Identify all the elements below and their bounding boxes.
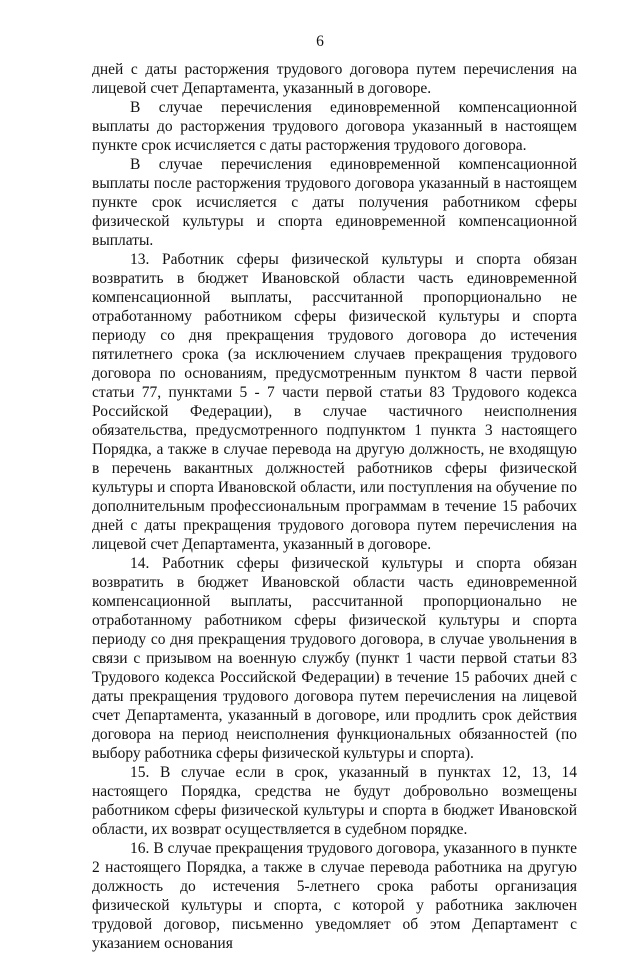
paragraph-14: 14. Работник сферы физической культуры и спорта обязан возвратить в бюджет Ивановской области часть единовременной компенсационной выплаты, рассчитанной пропорционально не отработанному работником сферы физической культуры и спорта периоду со дня прекращения трудового договора, в случае увольнения в связи с призывом на военную службу (пункт 1 части первой статьи 83 Трудового кодекса Российской Федерации) в течение 15 рабочих дней с даты прекращения трудового договора путем перечисления на лицевой счет Департамента, указанный в договоре, или продлить срок действия договора на период неисполнения функциональных обязанностей (по выбору работника сферы физической культуры и спорта).: [92, 555, 577, 762]
paragraph-16: 16. В случае прекращения трудового договора, указанного в пункте 2 настоящего Порядка, а также в случае перевода работника на другую должность до истечения 5-летнего срока работы организация физической культуры и спорта, с которой у работника заключен трудовой договор, письменно уведомляет об этом Департамент с указанием основания: [92, 840, 577, 952]
page-number: 6: [316, 33, 324, 50]
paragraph-13: 13. Работник сферы физической культуры и спорта обязан возвратить в бюджет Ивановской области часть единовременной компенсационной выплаты, рассчитанной пропорционально не отработанному работником сферы физической культуры и спорта периоду со дня прекращения трудового договора до истечения пятилетнего срока (за исключением случаев прекращения трудового договора по основаниям, предусмотренным пунктом 8 части первой статьи 77, пунктами 5 - 7 части первой статьи 83 Трудового кодекса Российской Федерации), в случае частичного неисполнения обязательства, предусмотренного подпунктом 1 пункта 3 настоящего Порядка, а также в случае перевода на другую должность, не входящую в перечень вакантных должностей работников сферы физической культуры и спорта Ивановской области, или поступления на обучение по дополнительным профессиональным программам в течение 15 рабочих дней с даты прекращения трудового договора путем перечисления на лицевой счет Департамента, указанный в договоре.: [92, 251, 577, 553]
paragraph-before-termination: В случае перечисления единовременной компенсационной выплаты до расторжения трудового договора указанный в настоящем пункте срок исчисляется с даты расторжения трудового договора.: [92, 99, 577, 154]
paragraph-after-termination: В случае перечисления единовременной компенсационной выплаты после расторжения трудового договора указанный в настоящем пункте срок исчисляется с даты получения работником сферы физической культуры и спорта единовременной компенсационной выплаты.: [92, 156, 577, 249]
document-body: [92, 60, 577, 953]
paragraph-continuation: дней с даты расторжения трудового договора путем перечисления на лицевой счет Департамента, указанный в договоре.: [92, 61, 577, 97]
paragraph-15: 15. В случае если в срок, указанный в пунктах 12, 13, 14 настоящего Порядка, средства не будут добровольно возмещены работником сферы физической культуры и спорта в бюджет Ивановской области, их возврат осуществляется в судебном порядке.: [92, 764, 577, 838]
